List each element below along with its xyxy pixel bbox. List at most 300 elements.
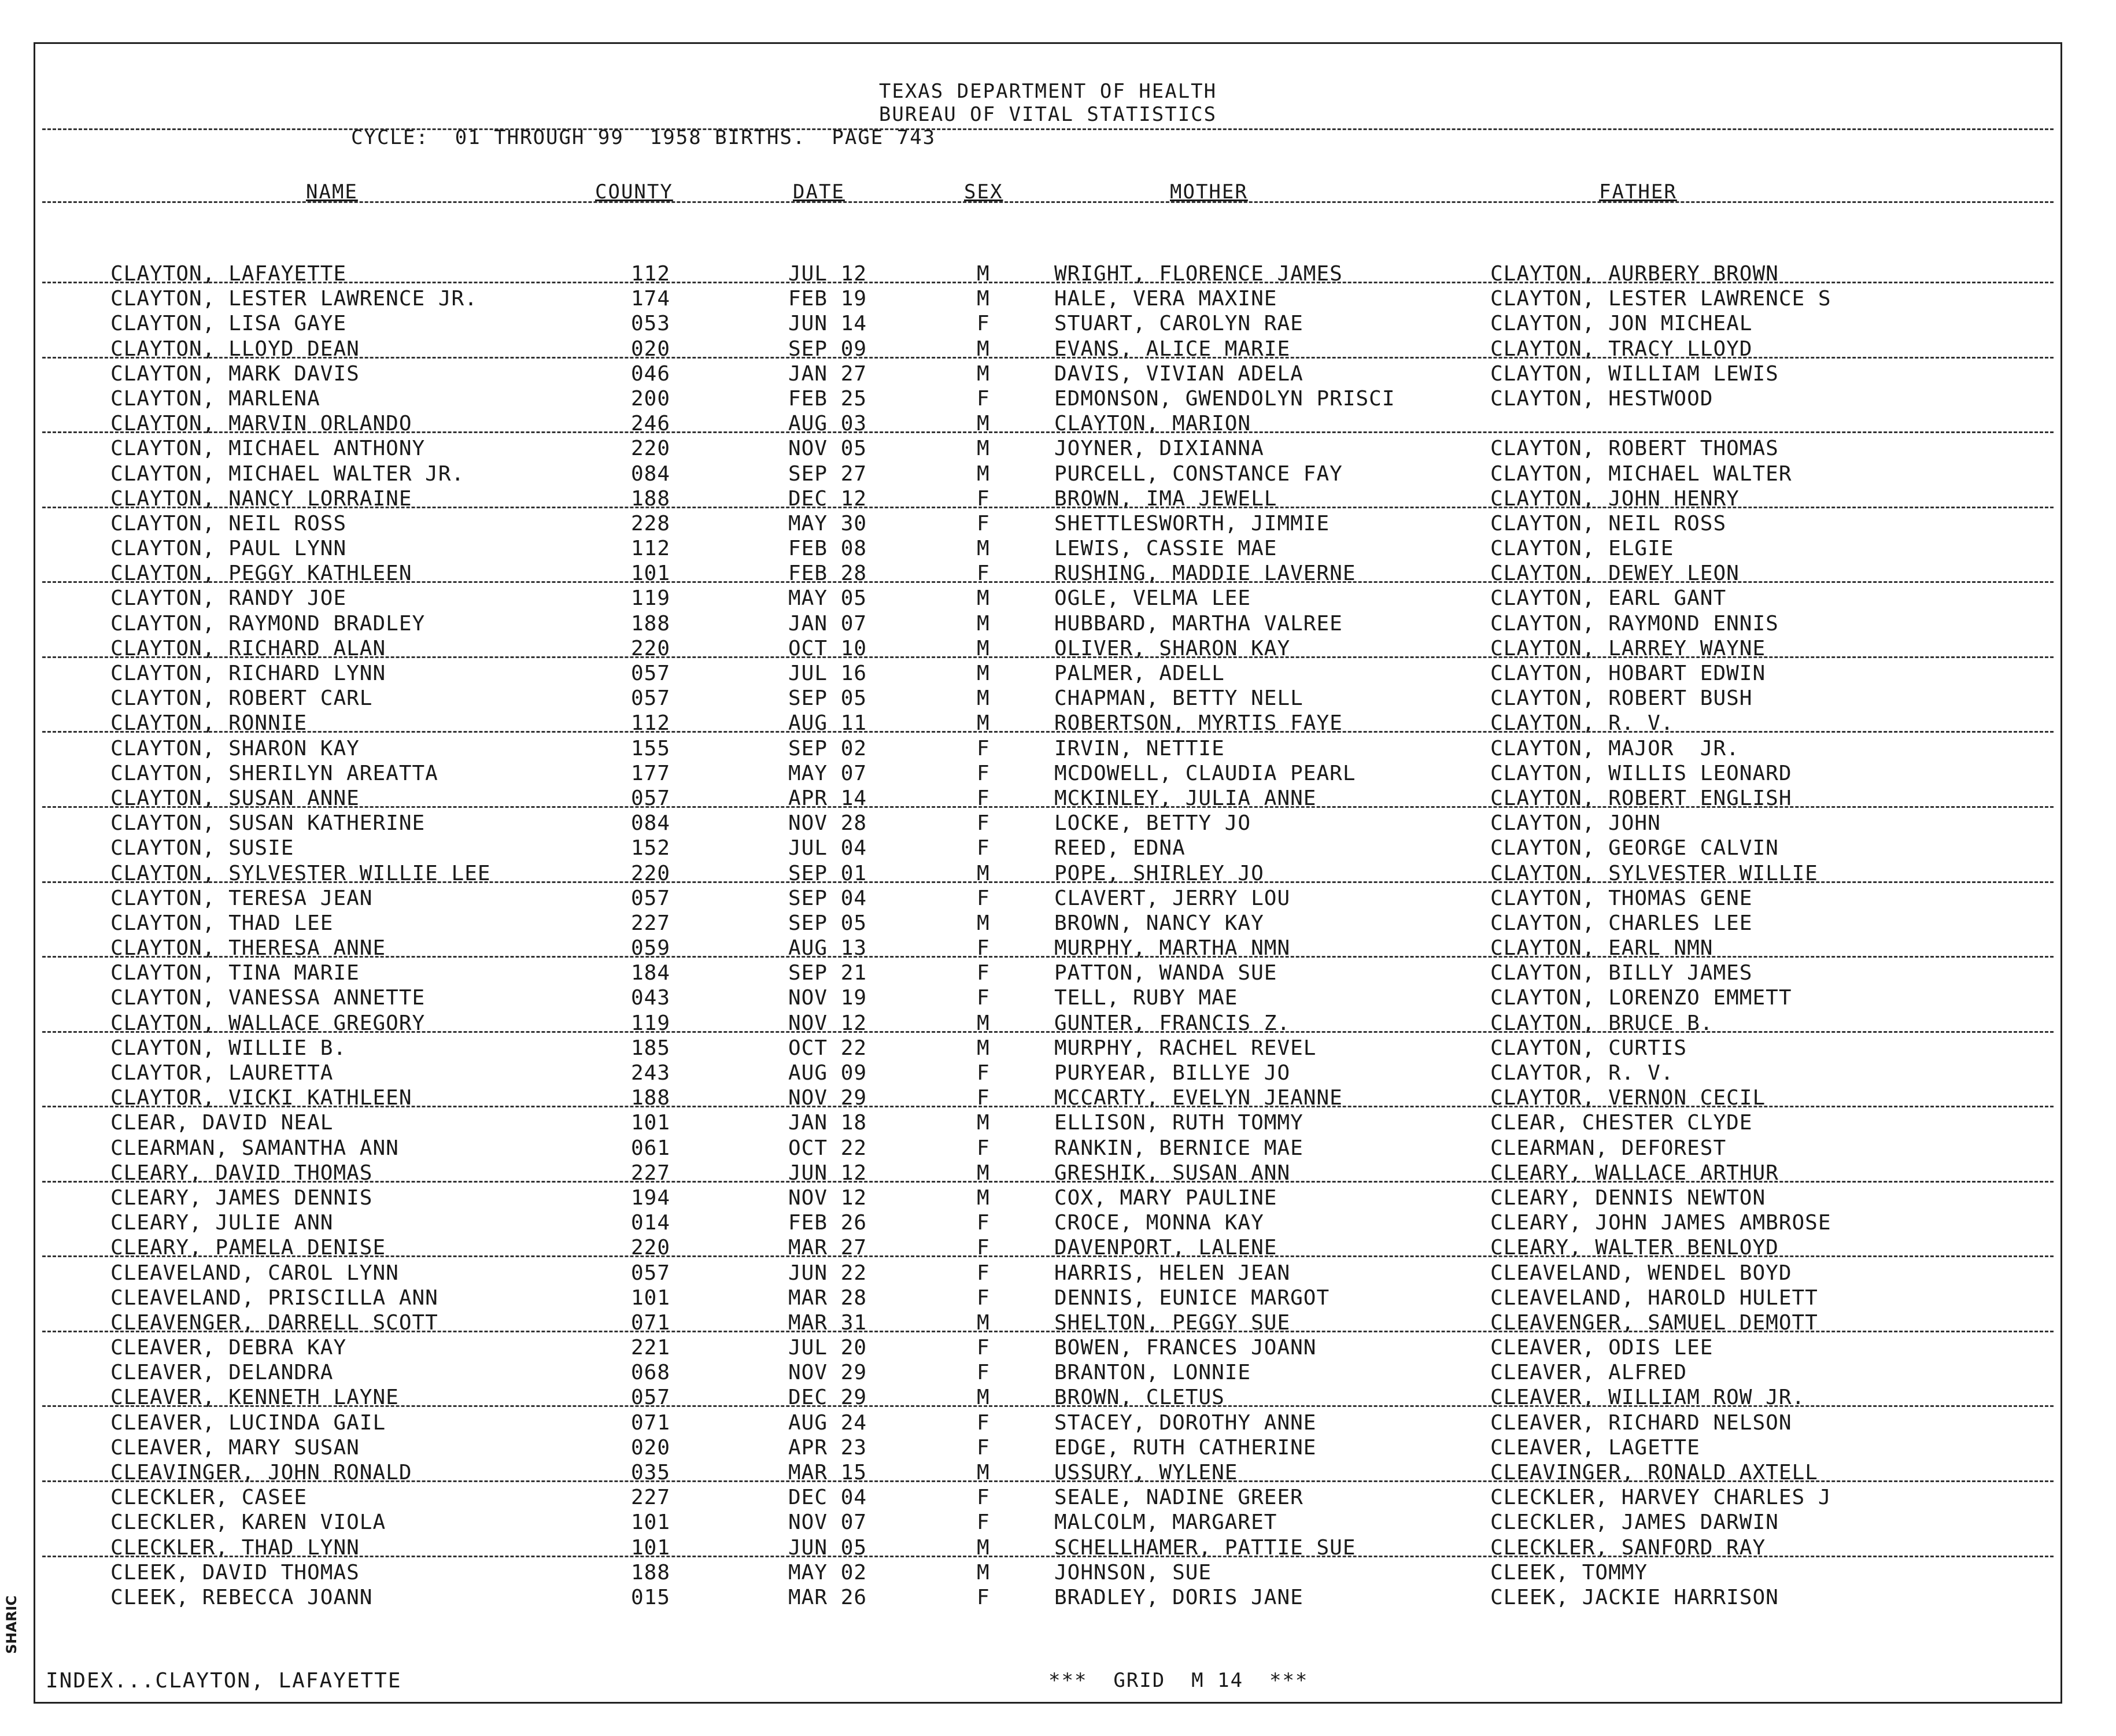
cell-mother: REED, EDNA (1054, 836, 1186, 860)
cell-date: NOV 12 (788, 1185, 867, 1210)
cell-sex: M (977, 1161, 990, 1185)
cell-father: CLAYTON, ROBERT THOMAS (1490, 437, 1779, 461)
cell-sex: M (977, 461, 990, 486)
cell-mother: GRESHIK, SUSAN ANN (1054, 1161, 1291, 1185)
cell-name: CLAYTON, THERESA ANNE (110, 936, 386, 961)
cell-father: CLAYTON, NEIL ROSS (1490, 511, 1727, 535)
column-header-county: COUNTY (595, 180, 673, 204)
cell-sex: M (977, 636, 990, 660)
cell-sex: F (977, 1336, 990, 1360)
table-row (35, 762, 2060, 787)
cell-name: CLEAVER, LUCINDA GAIL (110, 1410, 386, 1435)
cell-date: NOV 05 (788, 437, 867, 461)
cell-father: CLAYTON, CHARLES LEE (1490, 911, 1753, 935)
cell-father: CLEAVELAND, HAROLD HULETT (1490, 1286, 1818, 1310)
cell-father: CLEARY, WALLACE ARTHUR (1490, 1161, 1779, 1185)
table-row (35, 1386, 2060, 1411)
cell-name: CLAYTON, LISA GAYE (110, 312, 347, 336)
table-row (35, 387, 2060, 412)
cell-mother: HALE, VERA MAXINE (1054, 287, 1277, 311)
cell-mother: STUART, CAROLYN RAE (1054, 312, 1303, 336)
cell-sex: F (977, 986, 990, 1010)
cell-sex: M (977, 337, 990, 361)
agency-title: TEXAS DEPARTMENT OF HEALTH (878, 80, 1217, 103)
cell-name: CLAYTON, MARVIN ORLANDO (110, 412, 412, 436)
record-page-frame (34, 42, 2062, 1704)
cell-county: 101 (631, 1535, 671, 1560)
cell-sex: F (977, 1486, 990, 1510)
cell-county: 053 (631, 312, 671, 336)
cell-sex: M (977, 437, 990, 461)
cell-mother: SCHELLHAMER, PATTIE SUE (1054, 1535, 1356, 1560)
table-row (35, 912, 2060, 937)
cell-sex: M (977, 611, 990, 636)
cell-name: CLAYTON, ROBERT CARL (110, 686, 373, 711)
cell-name: CLAYTON, VANESSA ANNETTE (110, 986, 426, 1010)
cell-mother: DENNIS, EUNICE MARGOT (1054, 1286, 1330, 1310)
cell-mother: EVANS, ALICE MARIE (1054, 337, 1291, 361)
cell-father: CLAYTON, LORENZO EMMETT (1490, 986, 1792, 1010)
cell-date: SEP 05 (788, 911, 867, 935)
cell-sex: F (977, 312, 990, 336)
cell-date: MAY 05 (788, 586, 867, 611)
cell-mother: COX, MARY PAULINE (1054, 1185, 1277, 1210)
cell-father: CLAYTON, GEORGE CALVIN (1490, 836, 1779, 860)
cell-sex: F (977, 1261, 990, 1285)
cell-date: JAN 18 (788, 1111, 867, 1135)
cell-mother: CLAVERT, JERRY LOU (1054, 886, 1291, 910)
cell-date: AUG 03 (788, 412, 867, 436)
cell-county: 152 (631, 836, 671, 860)
cell-father: CLECKLER, JAMES DARWIN (1490, 1510, 1779, 1535)
cell-name: CLAYTON, LAFAYETTE (110, 262, 347, 286)
cell-date: FEB 08 (788, 537, 867, 561)
column-header-date: DATE (793, 180, 845, 204)
cell-county: 059 (631, 936, 671, 961)
cell-sex: F (977, 1410, 990, 1435)
cell-father: CLAYTON, ELGIE (1490, 537, 1674, 561)
cell-county: 119 (631, 586, 671, 611)
cell-mother: BRANTON, LONNIE (1054, 1361, 1251, 1385)
cell-date: NOV 28 (788, 811, 867, 836)
cell-father: CLEAVELAND, WENDEL BOYD (1490, 1261, 1792, 1285)
cell-sex: M (977, 711, 990, 736)
cell-name: CLAYTON, SHARON KAY (110, 736, 360, 760)
cell-county: 188 (631, 1560, 671, 1584)
table-row (35, 1312, 2060, 1336)
table-row (35, 1586, 2060, 1611)
grid-label: *** GRID M 14 *** (1048, 1669, 1309, 1692)
cell-name: CLAYTON, NANCY LORRAINE (110, 486, 412, 511)
cell-county: 200 (631, 386, 671, 411)
cell-date: AUG 24 (788, 1410, 867, 1435)
cell-mother: JOHNSON, SUE (1054, 1560, 1212, 1584)
cell-county: 177 (631, 761, 671, 785)
cell-mother: CROCE, MONNA KAY (1054, 1211, 1264, 1235)
cell-name: CLAYTON, LLOYD DEAN (110, 337, 360, 361)
cell-name: CLEARY, PAMELA DENISE (110, 1236, 386, 1260)
table-row (35, 837, 2060, 862)
cell-mother: POPE, SHIRLEY JO (1054, 861, 1264, 885)
cell-name: CLAYTOR, VICKI KATHLEEN (110, 1086, 412, 1110)
cell-date: MAY 02 (788, 1560, 867, 1584)
cell-mother: IRVIN, NETTIE (1054, 736, 1225, 760)
cell-name: CLAYTON, THAD LEE (110, 911, 334, 935)
cell-sex: M (977, 911, 990, 935)
cell-name: CLAYTON, LESTER LAWRENCE JR. (110, 287, 478, 311)
cell-mother: RUSHING, MADDIE LAVERNE (1054, 562, 1356, 586)
cell-name: CLAYTON, TINA MARIE (110, 961, 360, 985)
cell-county: 101 (631, 1286, 671, 1310)
cell-date: SEP 21 (788, 961, 867, 985)
cell-date: JUL 12 (788, 262, 867, 286)
cell-father: CLECKLER, SANFORD RAY (1490, 1535, 1766, 1560)
table-row (35, 612, 2060, 637)
table-row (35, 1511, 2060, 1536)
column-header-father: FATHER (1599, 180, 1677, 204)
cell-county: 020 (631, 1435, 671, 1460)
table-row (35, 1062, 2060, 1087)
cell-father: CLEARMAN, DEFOREST (1490, 1136, 1727, 1160)
cell-date: AUG 11 (788, 711, 867, 736)
cell-county: 084 (631, 811, 671, 836)
cell-mother: LEWIS, CASSIE MAE (1054, 537, 1277, 561)
cell-name: CLEEK, DAVID THOMAS (110, 1560, 360, 1584)
cell-sex: F (977, 836, 990, 860)
cell-sex: F (977, 562, 990, 586)
cell-mother: CLAYTON, MARION (1054, 412, 1251, 436)
cell-sex: M (977, 1011, 990, 1035)
cell-mother: STACEY, DOROTHY ANNE (1054, 1410, 1317, 1435)
cell-father: CLAYTON, JON MICHEAL (1490, 312, 1753, 336)
cell-date: FEB 26 (788, 1211, 867, 1235)
table-row (35, 1287, 2060, 1312)
cell-county: 188 (631, 611, 671, 636)
cell-date: SEP 09 (788, 337, 867, 361)
cell-father: CLAYTON, RAYMOND ENNIS (1490, 611, 1779, 636)
cell-mother: PATTON, WANDA SUE (1054, 961, 1277, 985)
cell-sex: F (977, 1435, 990, 1460)
cell-mother: ROBERTSON, MYRTIS FAYE (1054, 711, 1343, 736)
table-row (35, 537, 2060, 562)
table-row (35, 687, 2060, 712)
cell-date: NOV 07 (788, 1510, 867, 1535)
cell-mother: PALMER, ADELL (1054, 662, 1225, 685)
cell-mother: USSURY, WYLENE (1054, 1461, 1238, 1484)
cell-date: DEC 12 (788, 486, 867, 511)
bureau-title: BUREAU OF VITAL STATISTICS (878, 103, 1217, 126)
cell-sex: F (977, 1211, 990, 1235)
cell-date: NOV 29 (788, 1086, 867, 1110)
cell-father: CLEAVINGER, RONALD AXTELL (1490, 1461, 1818, 1484)
cell-mother: JOYNER, DIXIANNA (1054, 437, 1264, 461)
cell-name: CLAYTON, SUSAN ANNE (110, 786, 360, 810)
table-row (35, 737, 2060, 762)
cell-date: MAR 31 (788, 1310, 867, 1335)
cell-county: 057 (631, 1386, 671, 1410)
cell-mother: MURPHY, RACHEL REVEL (1054, 1036, 1317, 1060)
cell-sex: M (977, 1185, 990, 1210)
cell-date: JUL 16 (788, 662, 867, 685)
cell-date: MAR 27 (788, 1236, 867, 1260)
cell-father: CLAYTON, TRACY LLOYD (1490, 337, 1753, 361)
cell-name: CLAYTON, SYLVESTER WILLIE LEE (110, 861, 491, 885)
cell-name: CLAYTON, RAYMOND BRADLEY (110, 611, 426, 636)
cell-name: CLAYTON, MARLENA (110, 386, 320, 411)
cell-sex: M (977, 1560, 990, 1584)
cell-name: CLEARMAN, SAMANTHA ANN (110, 1136, 399, 1160)
cell-date: NOV 12 (788, 1011, 867, 1035)
cell-mother: SHETTLESWORTH, JIMMIE (1054, 511, 1330, 535)
cell-father: CLEARY, JOHN JAMES AMBROSE (1490, 1211, 1831, 1235)
cell-name: CLAYTON, MICHAEL ANTHONY (110, 437, 426, 461)
cell-mother: SHELTON, PEGGY SUE (1054, 1310, 1291, 1335)
cell-mother: DAVIS, VIVIAN ADELA (1054, 361, 1303, 386)
cell-sex: M (977, 1386, 990, 1410)
cell-date: OCT 22 (788, 1136, 867, 1160)
cell-county: 220 (631, 861, 671, 885)
cell-father: CLEAVER, RICHARD NELSON (1490, 1410, 1792, 1435)
cell-date: JUN 12 (788, 1161, 867, 1185)
table-row (35, 862, 2060, 887)
cell-father: CLAYTON, BILLY JAMES (1490, 961, 1753, 985)
cell-father: CLAYTON, MAJOR JR. (1490, 736, 1740, 760)
cell-father: CLEAVER, WILLIAM ROW JR. (1490, 1386, 1805, 1410)
table-row (35, 263, 2060, 287)
cell-county: 020 (631, 337, 671, 361)
cell-date: NOV 29 (788, 1361, 867, 1385)
table-row (35, 1236, 2060, 1261)
cell-date: AUG 13 (788, 936, 867, 961)
cell-name: CLAYTON, RICHARD ALAN (110, 636, 386, 660)
cell-county: 068 (631, 1361, 671, 1385)
cell-sex: M (977, 1111, 990, 1135)
cell-father: CLAYTON, MICHAEL WALTER (1490, 461, 1792, 486)
cell-mother: CHAPMAN, BETTY NELL (1054, 686, 1303, 711)
table-row (35, 712, 2060, 737)
cell-date: JUN 14 (788, 312, 867, 336)
cell-name: CLAYTON, RANDY JOE (110, 586, 347, 611)
cell-name: CLAYTON, PEGGY KATHLEEN (110, 562, 412, 586)
cell-county: 185 (631, 1036, 671, 1060)
cell-county: 243 (631, 1061, 671, 1085)
cell-father: CLAYTON, DEWEY LEON (1490, 562, 1740, 586)
cell-date: JUL 20 (788, 1336, 867, 1360)
cell-mother: MALCOLM, MARGARET (1054, 1510, 1277, 1535)
cell-name: CLECKLER, KAREN VIOLA (110, 1510, 386, 1535)
cell-county: 057 (631, 662, 671, 685)
table-row (35, 437, 2060, 462)
cell-father: CLAYTON, JOHN (1490, 811, 1661, 836)
cell-mother: BROWN, NANCY KAY (1054, 911, 1264, 935)
cell-date: SEP 04 (788, 886, 867, 910)
cell-mother: MURPHY, MARTHA NMN (1054, 936, 1291, 961)
table-row (35, 1012, 2060, 1037)
cell-father: CLECKLER, HARVEY CHARLES J (1490, 1486, 1831, 1510)
cell-sex: F (977, 1361, 990, 1385)
table-row (35, 412, 2060, 437)
cell-mother: DAVENPORT, LALENE (1054, 1236, 1277, 1260)
cell-mother: MCCARTY, EVELYN JEANNE (1054, 1086, 1343, 1110)
cell-name: CLEARY, DAVID THOMAS (110, 1161, 373, 1185)
column-header-mother: MOTHER (1170, 180, 1248, 204)
cell-county: 071 (631, 1410, 671, 1435)
table-row (35, 1137, 2060, 1162)
cell-name: CLAYTOR, LAURETTA (110, 1061, 334, 1085)
cell-sex: M (977, 1461, 990, 1484)
cell-name: CLAYTON, WALLACE GREGORY (110, 1011, 426, 1035)
cell-date: OCT 10 (788, 636, 867, 660)
cell-name: CLEEK, REBECCA JOANN (110, 1585, 373, 1609)
cell-mother: BRADLEY, DORIS JANE (1054, 1585, 1303, 1609)
cell-date: JAN 27 (788, 361, 867, 386)
cell-county: 220 (631, 1236, 671, 1260)
cell-name: CLEAVER, DEBRA KAY (110, 1336, 347, 1360)
cell-name: CLEAVELAND, PRISCILLA ANN (110, 1286, 438, 1310)
table-row (35, 887, 2060, 912)
cell-mother: ELLISON, RUTH TOMMY (1054, 1111, 1303, 1135)
cell-county: 188 (631, 1086, 671, 1110)
cell-sex: M (977, 1535, 990, 1560)
cell-date: SEP 02 (788, 736, 867, 760)
cell-name: CLAYTON, TERESA JEAN (110, 886, 373, 910)
cell-name: CLAYTON, WILLIE B. (110, 1036, 347, 1060)
cell-county: 174 (631, 287, 671, 311)
table-row (35, 1486, 2060, 1511)
cell-mother: SEALE, NADINE GREER (1054, 1486, 1303, 1510)
cell-mother: PURYEAR, BILLYE JO (1054, 1061, 1291, 1085)
cycle-line: CYCLE: 01 THROUGH 99 1958 BIRTHS. PAGE 743 (351, 126, 936, 149)
table-row (35, 962, 2060, 987)
cell-sex: F (977, 1510, 990, 1535)
cell-name: CLEAVELAND, CAROL LYNN (110, 1261, 399, 1285)
cell-father: CLEAVER, LAGETTE (1490, 1435, 1700, 1460)
cell-name: CLAYTON, NEIL ROSS (110, 511, 347, 535)
table-row (35, 287, 2060, 312)
cell-county: 101 (631, 562, 671, 586)
cell-mother: BROWN, IMA JEWELL (1054, 486, 1277, 511)
table-row (35, 463, 2060, 487)
cell-date: JUL 04 (788, 836, 867, 860)
cell-county: 155 (631, 736, 671, 760)
cell-father: CLEEK, JACKIE HARRISON (1490, 1585, 1779, 1609)
cell-mother: EDGE, RUTH CATHERINE (1054, 1435, 1317, 1460)
cell-date: FEB 25 (788, 386, 867, 411)
cell-mother: WRIGHT, FLORENCE JAMES (1054, 262, 1343, 286)
cell-sex: F (977, 761, 990, 785)
cell-name: CLAYTON, RICHARD LYNN (110, 662, 386, 685)
cell-sex: F (977, 1086, 990, 1110)
cell-mother: PURCELL, CONSTANCE FAY (1054, 461, 1343, 486)
cell-mother: TELL, RUBY MAE (1054, 986, 1238, 1010)
cell-mother: RANKIN, BERNICE MAE (1054, 1136, 1303, 1160)
cell-county: 101 (631, 1510, 671, 1535)
cell-county: 046 (631, 361, 671, 386)
table-row (35, 512, 2060, 537)
birth-records-list (35, 263, 2060, 1611)
cell-father: CLEAR, CHESTER CLYDE (1490, 1111, 1753, 1135)
table-row (35, 637, 2060, 662)
cell-name: CLEAVER, KENNETH LAYNE (110, 1386, 399, 1410)
cell-name: CLAYTON, MICHAEL WALTER JR. (110, 461, 465, 486)
cell-sex: M (977, 412, 990, 436)
cell-county: 084 (631, 461, 671, 486)
cell-sex: F (977, 1585, 990, 1609)
table-row (35, 363, 2060, 387)
cell-sex: M (977, 662, 990, 685)
cell-father: CLAYTON, ROBERT BUSH (1490, 686, 1753, 711)
cell-sex: M (977, 686, 990, 711)
table-row (35, 1361, 2060, 1386)
cell-father: CLEAVENGER, SAMUEL DEMOTT (1490, 1310, 1818, 1335)
cell-date: MAY 07 (788, 761, 867, 785)
cell-sex: M (977, 1310, 990, 1335)
cell-father: CLEARY, WALTER BENLOYD (1490, 1236, 1779, 1260)
table-row (35, 787, 2060, 812)
cell-county: 057 (631, 1261, 671, 1285)
cell-father: CLAYTON, LESTER LAWRENCE S (1490, 287, 1831, 311)
cell-date: MAR 28 (788, 1286, 867, 1310)
cell-mother: MCKINLEY, JULIA ANNE (1054, 786, 1317, 810)
cell-name: CLAYTON, PAUL LYNN (110, 537, 347, 561)
table-row (35, 312, 2060, 337)
column-header-name: NAME (306, 180, 358, 204)
cell-father: CLAYTON, BRUCE B. (1490, 1011, 1714, 1035)
cell-mother: LOCKE, BETTY JO (1054, 811, 1251, 836)
table-row (35, 1087, 2060, 1111)
cell-mother: HARRIS, HELEN JEAN (1054, 1261, 1291, 1285)
cell-mother: GUNTER, FRANCIS Z. (1054, 1011, 1291, 1035)
cell-father: CLEAVER, ALFRED (1490, 1361, 1687, 1385)
cell-sex: M (977, 262, 990, 286)
cell-county: 112 (631, 262, 671, 286)
header-rule (42, 128, 2054, 130)
cell-name: CLECKLER, CASEE (110, 1486, 308, 1510)
cell-sex: M (977, 1036, 990, 1060)
cell-date: OCT 22 (788, 1036, 867, 1060)
cell-date: SEP 05 (788, 686, 867, 711)
cell-sex: M (977, 287, 990, 311)
table-row (35, 1436, 2060, 1461)
cell-sex: F (977, 1236, 990, 1260)
cell-name: CLAYTON, SHERILYN AREATTA (110, 761, 438, 785)
cell-name: CLAYTON, SUSAN KATHERINE (110, 811, 426, 836)
cell-sex: F (977, 736, 990, 760)
cell-name: CLEAVER, MARY SUSAN (110, 1435, 360, 1460)
cell-name: CLEAVENGER, DARRELL SCOTT (110, 1310, 438, 1335)
table-row (35, 1461, 2060, 1486)
cell-father: CLAYTON, WILLIAM LEWIS (1490, 361, 1779, 386)
table-row (35, 1037, 2060, 1062)
cell-county: 112 (631, 711, 671, 736)
cell-county: 035 (631, 1461, 671, 1484)
table-row (35, 662, 2060, 687)
cell-date: JAN 07 (788, 611, 867, 636)
cell-county: 057 (631, 686, 671, 711)
cell-mother: HUBBARD, MARTHA VALREE (1054, 611, 1343, 636)
cell-sex: M (977, 861, 990, 885)
cell-county: 014 (631, 1211, 671, 1235)
cell-sex: M (977, 361, 990, 386)
table-row (35, 562, 2060, 587)
table-row (35, 1162, 2060, 1187)
cell-date: MAY 30 (788, 511, 867, 535)
cell-county: 184 (631, 961, 671, 985)
cell-name: CLEARY, JULIE ANN (110, 1211, 334, 1235)
cell-mother: OLIVER, SHARON KAY (1054, 636, 1291, 660)
cell-mother: OGLE, VELMA LEE (1054, 586, 1251, 611)
cell-county: 188 (631, 486, 671, 511)
